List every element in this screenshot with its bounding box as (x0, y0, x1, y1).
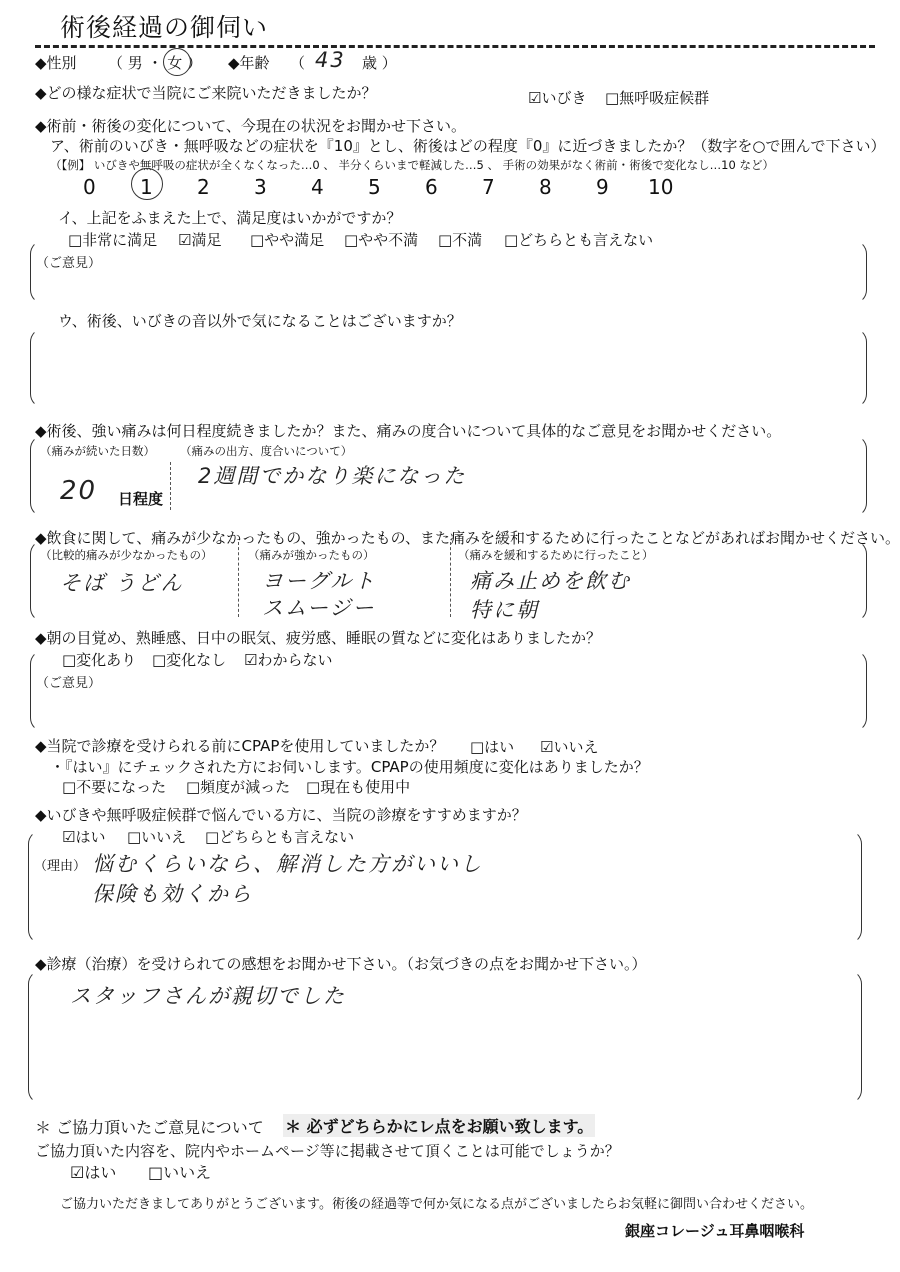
q4-relief-label: （痛みを緩和するために行ったこと） (458, 548, 654, 562)
q5-opinion-label: （ご意見） (36, 676, 102, 691)
q7-option-yes[interactable]: ☑はい (62, 828, 106, 846)
footer-thanks: ご協力いただきましてありがとうございます。術後の経過等で何か気になる点がございましたらお気軽に御問い合わせください。 (60, 1197, 813, 1212)
q4-text: ◆飲食に関して、痛みが少なかったもの、強かったもの、また痛みを緩和するために行ったことなどがあればお聞かせください。 (35, 529, 900, 547)
q4-strong-label: （痛みが強かったもの） (248, 548, 375, 562)
age-unit: 歳 ） (362, 54, 397, 72)
q7-text: ◆いびきや無呼吸症候群で悩んでいる方に、当院の診療をすすめますか？ (35, 806, 527, 824)
scale-6[interactable]: 6 (425, 175, 438, 199)
q4-strong-value-2[interactable]: スムージー (262, 596, 376, 620)
scale-0[interactable]: 0 (83, 175, 96, 199)
q4-strong-value-1[interactable]: ヨーグルト (262, 569, 377, 593)
q4-less-value[interactable]: そば うどん (60, 571, 184, 595)
dissatisfaction[interactable]: □不満 (438, 231, 483, 249)
scale-selected-circle (131, 168, 163, 200)
footer-no[interactable]: □いいえ (148, 1163, 212, 1182)
q2-sub-i: イ、上記をふまえた上で、満足度はいかがですか？ (58, 209, 402, 227)
scale-7[interactable]: 7 (482, 175, 495, 199)
q4-divider-1 (238, 542, 239, 617)
satisfaction-very[interactable]: □非常に満足 (68, 231, 158, 249)
q6-sub-option-reduced[interactable]: □頻度が減った (186, 778, 291, 796)
footer-question: ご協力頂いた内容を、院内やホームページ等に掲載させて頂くことは可能でしょうか？ (35, 1142, 620, 1160)
footer-note-b: ＊ 必ずどちらかにレ点をお願い致します。 (283, 1114, 595, 1137)
scale-1[interactable]: 1 (140, 175, 153, 199)
q2-sub-a: ア、術前のいびき・無呼吸などの症状を『10』とし、術後はどの程度『0』に近づきましたか？（数字を○で囲んで下さい） (50, 137, 886, 155)
gender-label: ◆性別 (35, 54, 77, 72)
q7-option-no[interactable]: □いいえ (127, 828, 187, 846)
satisfaction-somewhat[interactable]: □やや満足 (250, 231, 325, 249)
q4-divider-2 (450, 542, 451, 617)
q8-text: ◆診療（治療）を受けられての感想をお聞かせ下さい。（お気づきの点をお聞かせ下さい。） (35, 955, 647, 973)
scale-10[interactable]: 10 (648, 175, 674, 199)
q3-degree-label: （痛みの出方、度合いについて） (180, 444, 353, 458)
q2-text: ◆術前・術後の変化について、今現在の状況をお聞かせ下さい。 (35, 117, 466, 135)
gender-options: （ 男 ・ 女 ） (108, 54, 203, 72)
age-open-paren: （ (290, 54, 306, 72)
q8-answer[interactable]: スタッフさんが親切でした (70, 984, 346, 1008)
q6-sub-option-unneeded[interactable]: □不要になった (62, 778, 167, 796)
q5-opinion-box (30, 650, 867, 732)
q5-option-unchanged[interactable]: □変化なし (152, 651, 227, 669)
scale-2[interactable]: 2 (197, 175, 210, 199)
q6-sub-option-still-using[interactable]: □現在も使用中 (306, 778, 411, 796)
footer-note-a: ＊ ご協力頂いたご意見について (35, 1118, 264, 1137)
q5-text: ◆朝の目覚め、熟睡感、日中の眠気、疲労感、睡眠の質などに変化はありましたか？ (35, 629, 601, 647)
q3-days-label: （痛みが続いた日数） (40, 444, 155, 458)
q7-reason-line-2[interactable]: 保険も効くから (92, 882, 253, 906)
clinic-name: 銀座コレージュ耳鼻咽喉科 (625, 1222, 805, 1240)
q6-sub: ・『はい』にチェックされた方にお伺いします。CPAPの使用頻度に変化はありましたか？ (50, 758, 649, 776)
q2-u-answer-box[interactable] (30, 328, 867, 408)
gender-circle-mark (163, 48, 191, 76)
q3-divider (170, 462, 171, 510)
satisfaction-satisfied[interactable]: ☑満足 (178, 231, 222, 249)
q7-reason-line-1[interactable]: 悩むくらいなら、解消した方がいいし (92, 852, 483, 876)
q2-opinion-label: （ご意見） (36, 256, 102, 271)
footer-yes[interactable]: ☑はい (70, 1163, 117, 1182)
q6-text: ◆当院で診療を受けられる前にCPAPを使用していましたか？ (35, 737, 445, 755)
q3-days-unit: 日程度 (118, 490, 164, 508)
q2-sub-u: ウ、術後、いびきの音以外で気になることはございますか？ (58, 312, 462, 330)
q2-opinion-box (30, 240, 867, 304)
q4-relief-value-1[interactable]: 痛み止めを飲む (470, 569, 631, 593)
q5-option-unknown[interactable]: ☑わからない (244, 651, 333, 669)
q4-less-label: （比較的痛みが少なかったもの） (40, 548, 213, 562)
q5-option-changed[interactable]: □変化あり (62, 651, 137, 669)
page-title: 術後経過の御伺い (60, 13, 269, 42)
q6-no[interactable]: ☑いいえ (540, 738, 599, 756)
q3-days-value[interactable]: 20 (60, 476, 98, 506)
q7-reason-label: （理由） (34, 859, 87, 874)
scale-8[interactable]: 8 (539, 175, 552, 199)
scale-3[interactable]: 3 (254, 175, 267, 199)
scale-9[interactable]: 9 (596, 175, 609, 199)
q1-option-snoring[interactable]: ☑いびき (528, 89, 587, 107)
dissatisfaction-somewhat[interactable]: □やや不満 (344, 231, 419, 249)
age-label: ◆年齢 (228, 54, 270, 72)
q3-text: ◆術後、強い痛みは何日程度続きましたか？また、痛みの度合いについて具体的なご意見をお聞かせください。 (35, 422, 782, 440)
q7-option-neutral[interactable]: □どちらとも言えない (205, 828, 355, 846)
q1-option-apnea[interactable]: □無呼吸症候群 (605, 89, 710, 107)
age-value[interactable]: 43 (315, 48, 346, 72)
q4-relief-value-2[interactable]: 特に朝 (470, 598, 539, 622)
scale-4[interactable]: 4 (311, 175, 324, 199)
q6-yes[interactable]: □はい (470, 738, 515, 756)
title-divider (35, 45, 875, 48)
q2-example: （【例】 いびきや無呼吸の症状が全くなくなった…0 、 半分くらいまで軽減した…5 、 手術の効果がなく術前・術後で変化なし…10 など） (50, 158, 774, 172)
scale-5[interactable]: 5 (368, 175, 381, 199)
q1-text: ◆どの様な症状で当院にご来院いただきましたか？ (35, 84, 377, 102)
satisfaction-neutral[interactable]: □どちらとも言えない (504, 231, 654, 249)
q3-degree-value[interactable]: 2週間でかなり楽になった (198, 464, 467, 488)
